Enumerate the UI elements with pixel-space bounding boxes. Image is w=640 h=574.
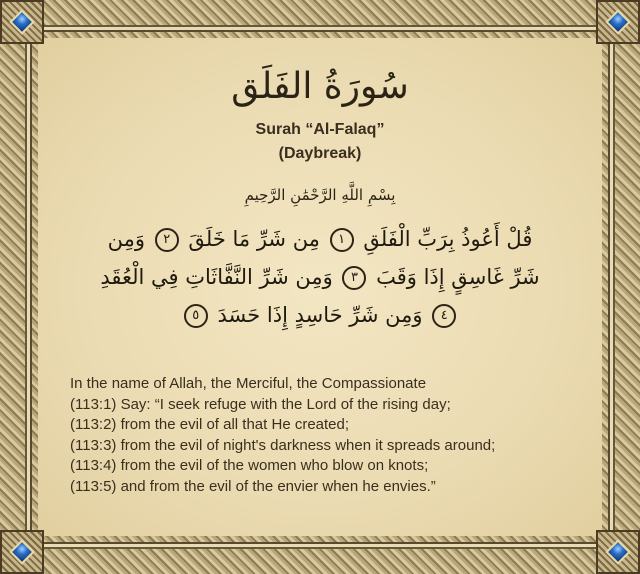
ayah-number-4: ٤ bbox=[432, 304, 456, 328]
verse-5-arabic: وَمِن شَرِّ حَاسِدٍ إِذَا حَسَدَ bbox=[217, 303, 423, 327]
basmala-arabic: بِسْمِ اللَّهِ الرَّحْمَٰنِ الرَّحِيمِ bbox=[244, 186, 396, 204]
ayah-number-3: ٣ bbox=[342, 266, 366, 290]
translation-basmala: In the name of Allah, the Merciful, the Compassionate bbox=[70, 375, 427, 392]
verse-4-arabic: وَمِن شَرِّ النَّفَّاثَاتِ فِي الْعُقَدِ bbox=[100, 265, 333, 289]
gem-icon bbox=[605, 539, 630, 564]
verse-3-arabic: وَمِن شَرِّ غَاسِقٍ إِذَا وَقَبَ bbox=[107, 227, 540, 289]
translation-verse-2: (113:2) from the evil of all that He created; bbox=[70, 416, 350, 433]
surah-title-english bbox=[38, 118, 602, 166]
ayah-number-2: ٢ bbox=[155, 228, 179, 252]
translation-verse-4: (113:4) from the evil of the women who blow on knots; bbox=[70, 457, 429, 474]
ayah-number-5: ٥ bbox=[184, 304, 208, 328]
corner-ornament-top-right bbox=[596, 0, 640, 44]
english-translation bbox=[70, 374, 590, 497]
corner-ornament-top-left bbox=[0, 0, 44, 44]
surah-meaning: (Daybreak) bbox=[278, 145, 362, 162]
translation-verse-1: (113:1) Say: “I seek refuge with the Lord of the rising day; bbox=[70, 395, 451, 413]
corner-ornament-bottom-right bbox=[596, 530, 640, 574]
translation-verse-3: (113:3) from the evil of night's darkness when it spreads around; bbox=[70, 436, 496, 454]
ayah-number-1: ١ bbox=[330, 228, 354, 252]
verse-2-arabic: مِن شَرِّ مَا خَلَقَ bbox=[188, 227, 320, 251]
verses-arabic bbox=[95, 220, 545, 334]
surah-title-arabic: سُورَةُ الفَلَق bbox=[231, 66, 409, 107]
corner-ornament-bottom-left bbox=[0, 530, 44, 574]
gem-icon bbox=[605, 9, 630, 34]
gem-icon bbox=[9, 539, 34, 564]
gem-icon bbox=[9, 9, 34, 34]
verse-1-arabic: قُلْ أَعُوذُ بِرَبِّ الْفَلَقِ bbox=[363, 227, 533, 251]
surah-name: Surah “Al-Falaq” bbox=[255, 121, 385, 138]
translation-verse-5: (113:5) and from the evil of the envier when he envies.” bbox=[70, 477, 436, 495]
